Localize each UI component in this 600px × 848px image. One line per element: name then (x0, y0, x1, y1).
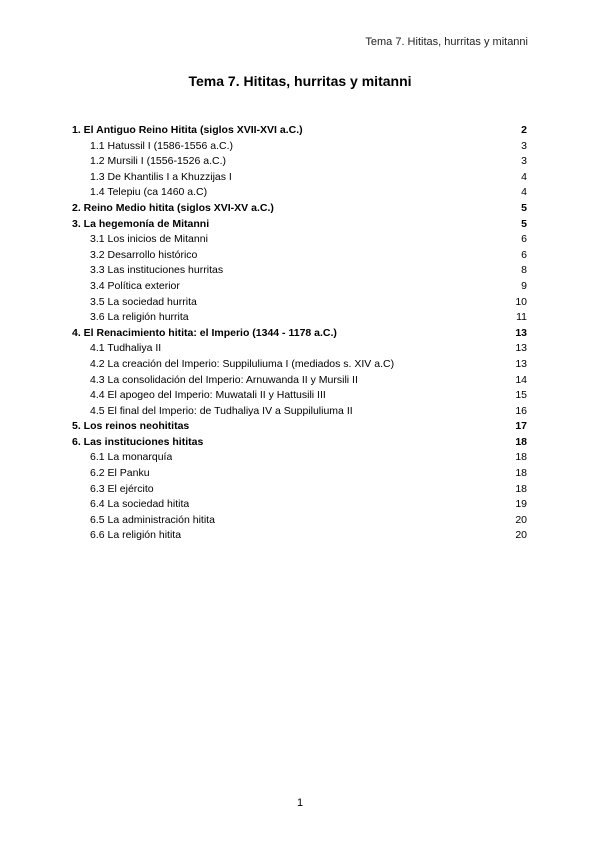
toc-entry-page: 15 (515, 389, 527, 402)
toc-subsection-entry[interactable] (72, 528, 527, 544)
toc-entry-page: 17 (515, 420, 527, 433)
toc-entry-page: 6 (521, 233, 527, 246)
toc-entry-page: 18 (515, 451, 527, 464)
toc-entry-page: 5 (521, 217, 527, 230)
toc-entry-text: 4.5 El final del Imperio: de Tudhaliya IV a Suppiluliuma II (90, 404, 353, 417)
toc-subsection-entry[interactable] (72, 263, 527, 279)
toc-entry-page: 11 (516, 311, 527, 324)
toc-entry-page: 4 (521, 170, 527, 183)
toc-entry-page: 13 (515, 342, 527, 355)
toc-entry-page: 6 (521, 248, 527, 261)
running-header: Tema 7. Hititas, hurritas y mitanni (365, 36, 528, 48)
toc-entry-text: 1.3 De Khantilis I a Khuzzijas I (90, 170, 232, 183)
toc-entry-page: 13 (515, 357, 527, 370)
toc-subsection-entry[interactable] (72, 513, 527, 529)
toc-entry-page: 5 (521, 201, 527, 214)
toc-entry-text: 6.5 La administración hitita (90, 513, 215, 526)
toc-subsection-entry[interactable] (72, 279, 527, 295)
toc-section-entry[interactable] (72, 217, 527, 233)
toc-entry-text: 2. Reino Medio hitita (siglos XVI-XV a.C.) (72, 201, 274, 214)
toc-entry-text: 5. Los reinos neohititas (72, 420, 190, 433)
toc-entry-text: 1. El Antiguo Reino Hitita (siglos XVII-XVI a.C.) (72, 124, 303, 136)
toc-entry-page: 13 (515, 326, 527, 339)
page-title: Tema 7. Hititas, hurritas y mitanni (188, 73, 412, 89)
toc-subsection-entry[interactable] (72, 295, 527, 311)
toc-entry-text: 4. El Renacimiento hitita: el Imperio (1344 - 1178 a.C.) (72, 326, 337, 339)
toc-entry-page: 2 (521, 124, 527, 136)
toc-entry-text: 6. Las instituciones hititas (72, 435, 204, 448)
toc-entry-text: 3.5 La sociedad hurrita (90, 295, 197, 308)
toc-section-entry[interactable] (72, 123, 527, 139)
toc-subsection-entry[interactable] (72, 482, 527, 498)
toc-entry-page: 10 (515, 295, 527, 308)
toc-entry-page: 4 (521, 186, 527, 199)
toc-entry-page: 9 (521, 279, 527, 292)
toc-entry-page: 3 (521, 139, 527, 152)
toc-section-entry[interactable] (72, 435, 527, 451)
toc-entry-page: 16 (515, 404, 527, 417)
toc-entry-text: 3.4 Política exterior (90, 279, 180, 292)
toc-entry-text: 3.1 Los inicios de Mitanni (90, 233, 208, 246)
toc-entry-page: 18 (515, 467, 527, 480)
toc-subsection-entry[interactable] (72, 170, 527, 186)
toc-entry-text: 3.2 Desarrollo histórico (90, 248, 198, 261)
toc-entry-page: 19 (515, 498, 527, 511)
toc-entry-text: 6.6 La religión hitita (90, 529, 182, 542)
toc-entry-page: 20 (515, 529, 527, 542)
toc-entry-page: 8 (521, 264, 527, 277)
toc-subsection-entry[interactable] (72, 450, 527, 466)
page-number: 1 (296, 797, 304, 809)
toc-subsection-entry[interactable] (72, 357, 527, 373)
toc-entry-page: 20 (515, 513, 527, 526)
toc-subsection-entry[interactable] (72, 154, 527, 170)
toc-entry-page: 18 (515, 435, 527, 448)
toc-entry-text: 1.2 Mursili I (1556-1526 a.C.) (90, 155, 226, 168)
toc-entry-text: 6.1 La monarquía (90, 451, 173, 464)
toc-entry-text: 6.3 El ejército (90, 482, 154, 495)
toc-entry-text: 1.1 Hatussil I (1586-1556 a.C.) (90, 139, 233, 152)
toc-entry-page: 18 (515, 482, 527, 495)
toc-subsection-entry[interactable] (72, 341, 527, 357)
toc-entry-page: 3 (521, 155, 527, 168)
toc-subsection-entry[interactable] (72, 466, 527, 482)
toc-entry-text: 3.6 La religión hurrita (90, 311, 189, 324)
table-of-contents (72, 123, 527, 544)
toc-entry-text: 4.1 Tudhaliya II (90, 342, 162, 355)
toc-subsection-entry[interactable] (72, 388, 527, 404)
toc-entry-text: 6.4 La sociedad hitita (90, 498, 190, 511)
toc-entry-text: 4.4 El apogeo del Imperio: Muwatali II y Hattusili III (90, 389, 326, 402)
toc-entry-text: 4.3 La consolidación del Imperio: Arnuwanda II y Mursili II (90, 373, 358, 386)
toc-subsection-entry[interactable] (72, 248, 527, 264)
toc-entry-page: 14 (515, 373, 527, 386)
toc-subsection-entry[interactable] (72, 139, 527, 155)
toc-entry-text: 1.4 Telepiu (ca 1460 a.C) (90, 186, 208, 199)
toc-section-entry[interactable] (72, 419, 527, 435)
toc-subsection-entry[interactable] (72, 404, 527, 420)
toc-subsection-entry[interactable] (72, 310, 527, 326)
toc-section-entry[interactable] (72, 201, 527, 217)
toc-entry-text: 6.2 El Panku (90, 467, 150, 480)
toc-subsection-entry[interactable] (72, 232, 527, 248)
toc-entry-text: 3. La hegemonía de Mitanni (72, 217, 210, 230)
toc-entry-text: 4.2 La creación del Imperio: Suppiluliuma I (mediados s. XIV a.C) (90, 357, 395, 370)
toc-entry-text: 3.3 Las instituciones hurritas (90, 264, 224, 277)
toc-subsection-entry[interactable] (72, 373, 527, 389)
toc-section-entry[interactable] (72, 326, 527, 342)
toc-subsection-entry[interactable] (72, 185, 527, 201)
toc-subsection-entry[interactable] (72, 497, 527, 513)
